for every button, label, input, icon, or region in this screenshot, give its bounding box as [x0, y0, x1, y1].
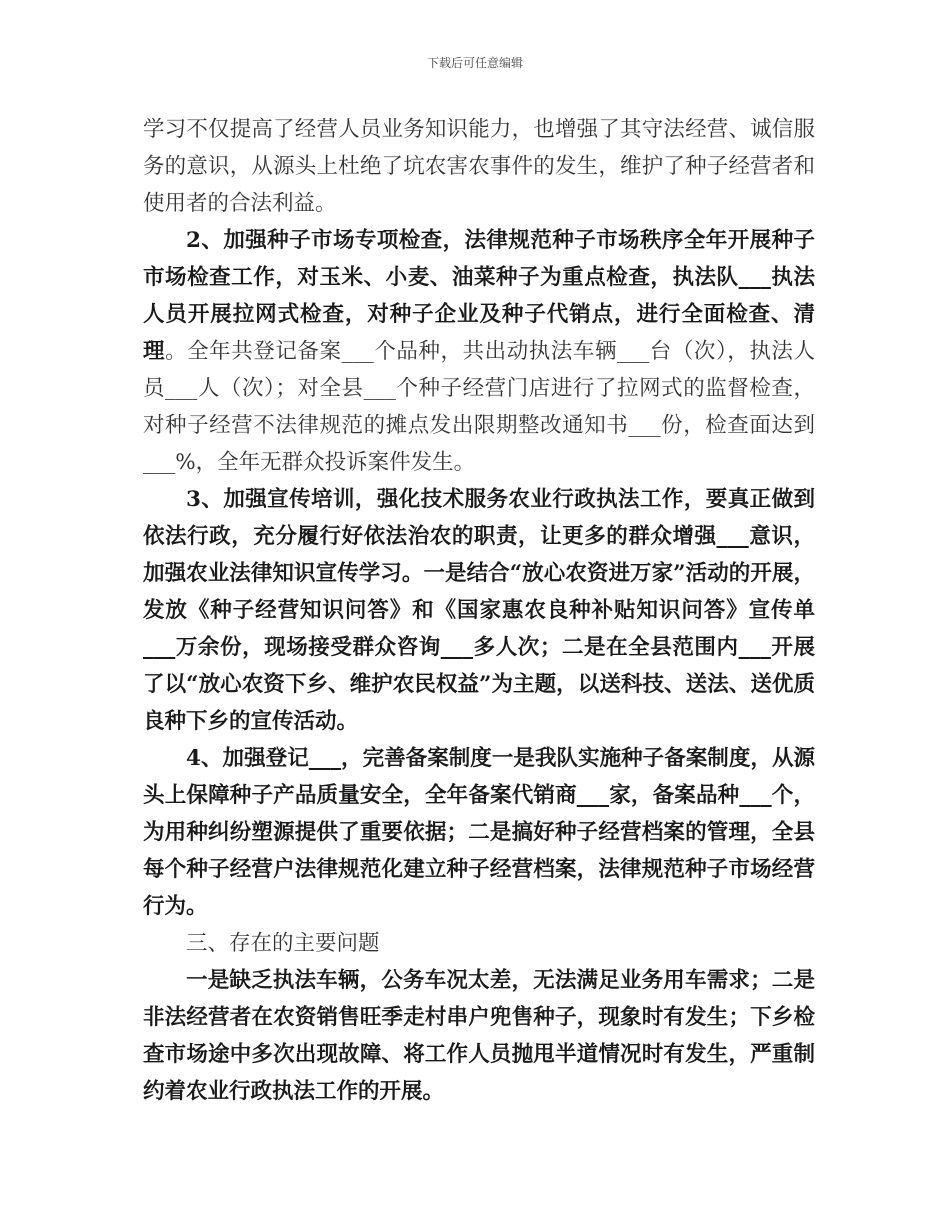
paragraph-continued: 学习不仅提高了经营人员业务知识能力，也增强了其守法经营、诚信服务的意识，从源头上杜绝了坑农害农事件的发生，维护了种子经营者和使用者的合法利益。	[143, 117, 815, 216]
paragraph-2	[143, 222, 815, 481]
section-heading-3: 三、存在的主要问题	[186, 931, 380, 956]
page-header: 下载后可任意编辑	[426, 56, 523, 70]
document-body	[143, 111, 815, 1110]
paragraph-4: 4、加强登记___，完善备案制度一是我队实施种子备案制度，从源头上保障种子产品质量安全，全年备案代销商___家，备案品种___个，为用种纠纷塑源提供了重要依据；二是搞好种子经营档案的管理，全县每个种子经营户法律规范化建立种子经营档案，法律规范种子市场经营行为。	[143, 746, 815, 919]
paragraph-5: 一是缺乏执法车辆，公务车况太差，无法满足业务用车需求；二是非法经营者在农资销售旺季走村串户兜售种子，现象时有发生；下乡检查市场途中多次出现故障、将工作人员抛甩半道情况时有发生，严重制约着农业行政执法工作的开展。	[143, 968, 815, 1104]
paragraph-2-bold: 2、加强种子市场专项检查，法律规范种子市场秩序全年开展种子市场检查工作，对玉米、小麦、油菜种子为重点检查，执法队___执法人员开展拉网式检查，对种子企业及种子代销点，进行全面检查、清理	[143, 228, 815, 364]
paragraph-3: 3、加强宣传培训，强化技术服务农业行政执法工作，要真正做到依法行政，充分履行好依法治农的职责，让更多的群众增强___意识，加强农业法律知识宣传学习。一是结合“放心农资进万家”活动的开展，发放《种子经营知识问答》和《国家惠农良种补贴知识问答》宣传单___万余份，现场接受群众咨询___多人次；二是在全县范围内___开展了以“放心农资下乡、维护农民权益”为主题，以送科技、送法、送优质良种下乡的宣传活动。	[143, 487, 815, 734]
paragraph-2-normal: 。全年共登记备案___个品种，共出动执法车辆___台（次），执法人员___人（次）；对全县___个种子经营门店进行了拉网式的监督检查，对种子经营不法律规范的摊点发出限期整改通知书___份，检查面达到___%，全年无群众投诉案件发生。	[143, 339, 815, 475]
